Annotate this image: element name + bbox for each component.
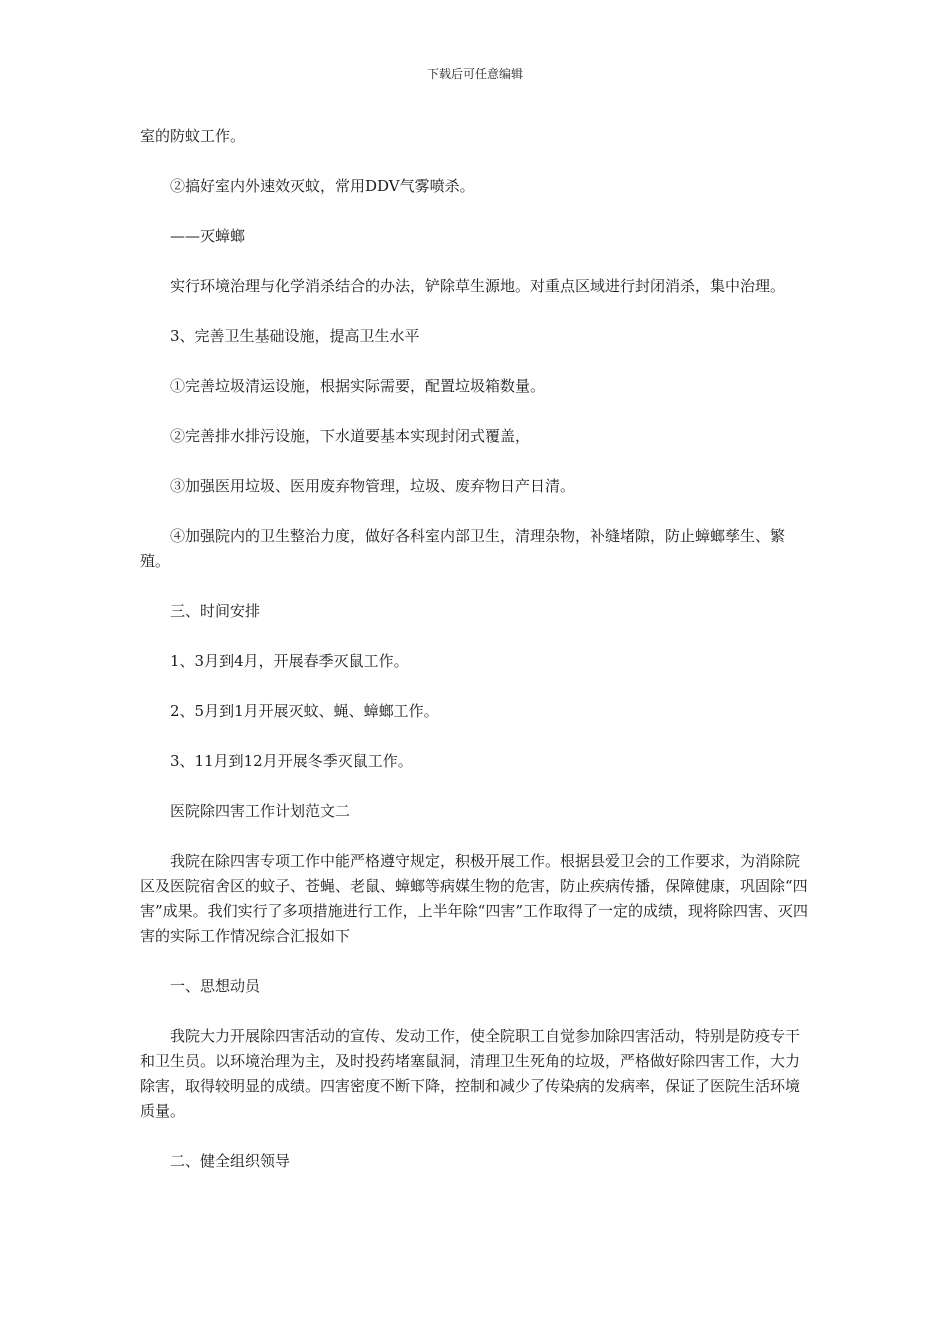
section-heading: 三、时间安排 bbox=[170, 602, 261, 620]
list-item: ③加强医用垃圾、医用废弃物管理，垃圾、废弃物日产日清。 bbox=[170, 477, 576, 495]
list-item: ④加强院内的卫生整治力度，做好各科室内部卫生，清理杂物，补缝堵隙，防止蟑螂孳生、繁殖。 bbox=[140, 527, 786, 570]
paragraph: 我院大力开展除四害活动的宣传、发动工作，使全院职工自觉参加除四害活动，特别是防疫专干和卫生员。以环境治理为主，及时投药堵塞鼠洞，清理卫生死角的垃圾，严格做好除四害工作，大力除害，取得较明显的成绩。四害密度不断下降，控制和减少了传染病的发病率，保证了医院生活环境质量。 bbox=[140, 1027, 801, 1120]
paragraph: 我院在除四害专项工作中能严格遵守规定，积极开展工作。根据县爱卫会的工作要求，为消除院区及医院宿舍区的蚊子、苍蝇、老鼠、蟑螂等病媒生物的危害，防止疾病传播，保障健康，巩固除“四害”成果。我们实行了多项措施进行工作，上半年除“四害”工作取得了一定的成绩，现将除四害、灭四害的实际工作情况综合汇报如下 bbox=[140, 852, 809, 945]
section-heading: 一、思想动员 bbox=[170, 977, 261, 995]
paragraph: ②搞好室内外速效灭蚊，常用DDV气雾喷杀。 bbox=[170, 177, 475, 195]
page-header: 下载后可任意编辑 bbox=[426, 67, 523, 81]
document-subtitle: 医院除四害工作计划范文二 bbox=[170, 802, 351, 820]
list-item: 3、11月到12月开展冬季灭鼠工作。 bbox=[170, 752, 413, 770]
paragraph: 室的防蚊工作。 bbox=[140, 127, 246, 145]
document-body bbox=[140, 124, 812, 1199]
list-item: 1、3月到4月，开展春季灭鼠工作。 bbox=[170, 652, 409, 670]
list-item: ②完善排水排污设施，下水道要基本实现封闭式覆盖， bbox=[170, 427, 531, 445]
paragraph: 实行环境治理与化学消杀结合的办法，铲除草生源地。对重点区域进行封闭消杀，集中治理。 bbox=[170, 277, 786, 295]
list-item: ①完善垃圾清运设施，根据实际需要，配置垃圾箱数量。 bbox=[170, 377, 546, 395]
paragraph: ——灭蟑螂 bbox=[170, 227, 246, 245]
list-item: 2、5月到1月开展灭蚊、蝇、蟑螂工作。 bbox=[170, 702, 439, 720]
section-heading: 3、完善卫生基础设施，提高卫生水平 bbox=[170, 327, 420, 345]
section-heading: 二、健全组织领导 bbox=[170, 1152, 291, 1170]
